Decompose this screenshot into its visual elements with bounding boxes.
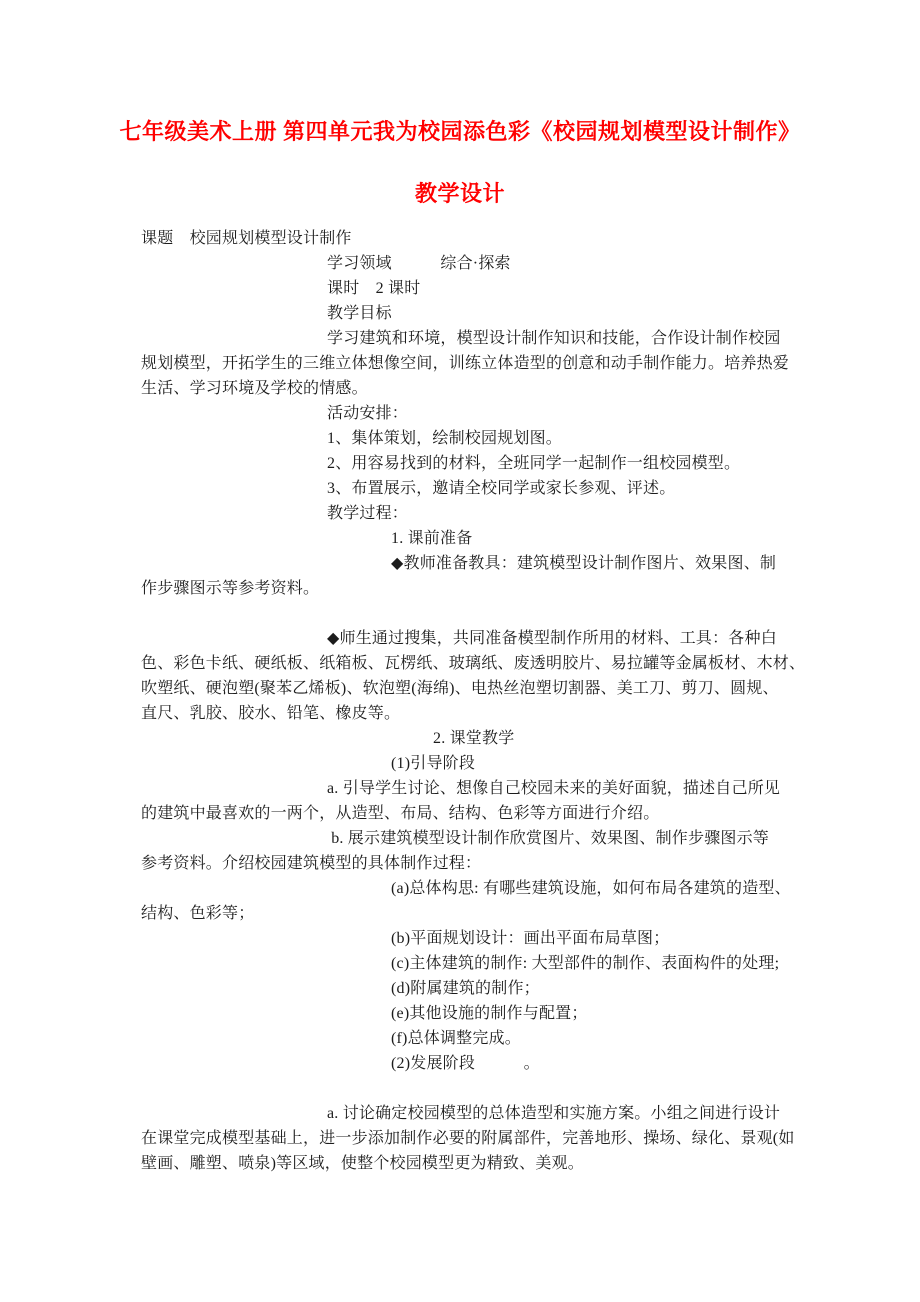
text-line: 生活、学习环境及学校的情感。 bbox=[141, 380, 368, 397]
text-line: 1. 课前准备 bbox=[391, 530, 473, 547]
title-line-2: 教学设计 bbox=[414, 181, 505, 206]
text-line: (1)引导阶段 bbox=[391, 755, 476, 772]
text-line: b. 展示建筑模型设计制作欣赏图片、效果图、制作步骤图示等 bbox=[327, 830, 770, 847]
text-line: 3、布置展示，邀请全校同学或家长参观、评述。 bbox=[327, 480, 676, 497]
text-line: 的建筑中最喜欢的一两个，从造型、布局、结构、色彩等方面进行介绍。 bbox=[141, 805, 660, 822]
text-line: (d)附属建筑的制作； bbox=[391, 980, 540, 997]
text-line: 直尺、乳胶、胶水、铅笔、橡皮等。 bbox=[141, 705, 401, 722]
document-body bbox=[141, 226, 806, 1176]
text-line: ◆教师准备教具：建筑模型设计制作图片、效果图、制 bbox=[391, 555, 777, 572]
document-title bbox=[0, 101, 920, 225]
text-line: 学习领域 综合·探索 bbox=[327, 255, 511, 272]
blank-line bbox=[141, 1076, 806, 1101]
text-line: 在课堂完成模型基础上，进一步添加制作必要的附属部件，完善地形、操场、绿化、景观(如 bbox=[141, 1130, 795, 1147]
text-line: 课时 2 课时 bbox=[327, 280, 421, 297]
text-line: (e)其他设施的制作与配置； bbox=[391, 1005, 588, 1022]
text-line: 教学目标 bbox=[327, 305, 392, 322]
text-line: 结构、色彩等； bbox=[141, 905, 255, 922]
text-line: 参考资料。介绍校园建筑模型的具体制作过程： bbox=[141, 855, 482, 872]
text-line: (f)总体调整完成。 bbox=[391, 1030, 521, 1047]
text-line: a. 讨论确定校园模型的总体造型和实施方案。小组之间进行设计 bbox=[327, 1105, 781, 1122]
text-line: 2、用容易找到的材料，全班同学一起制作一组校园模型。 bbox=[327, 455, 741, 472]
text-line: 学习建筑和环境，模型设计制作知识和技能，合作设计制作校园 bbox=[327, 330, 781, 347]
text-line: (b)平面规划设计：画出平面布局草图； bbox=[391, 930, 670, 947]
text-line: (c)主体建筑的制作: 大型部件的制作、表面构件的处理; bbox=[391, 955, 780, 972]
text-line: 教学过程： bbox=[327, 505, 409, 522]
text-line: 壁画、雕塑、喷泉)等区域，使整个校园模型更为精致、美观。 bbox=[141, 1155, 584, 1172]
text-line: 规划模型，开拓学生的三维立体想像空间，训练立体造型的创意和动手制作能力。培养热爱 bbox=[141, 355, 790, 372]
text-line: a. 引导学生讨论、想像自己校园未来的美好面貌，描述自己所见 bbox=[327, 780, 781, 797]
text-line: 色、彩色卡纸、硬纸板、纸箱板、瓦楞纸、玻璃纸、废透明胶片、易拉罐等金属板材、木材、 bbox=[141, 655, 806, 672]
title-line-1: 七年级美术上册 第四单元我为校园添色彩《校园规划模型设计制作》 bbox=[119, 119, 801, 144]
text-line: 1、集体策划，绘制校园规划图。 bbox=[327, 430, 563, 447]
text-line: (2)发展阶段 。 bbox=[391, 1055, 540, 1072]
text-line: 活动安排： bbox=[327, 405, 409, 422]
blank-line bbox=[141, 601, 806, 626]
text-line: 吹塑纸、硬泡塑(聚苯乙烯板)、软泡塑(海绵)、电热丝泡塑切割器、美工刀、剪刀、圆规、 bbox=[141, 680, 779, 697]
text-line: 课题 校园规划模型设计制作 bbox=[141, 230, 352, 247]
text-line: 2. 课堂教学 bbox=[433, 730, 515, 747]
text-line: 作步骤图示等参考资料。 bbox=[141, 580, 320, 597]
text-line: ◆师生通过搜集，共同准备模型制作所用的材料、工具：各种白 bbox=[327, 630, 777, 647]
text-line: (a)总体构思: 有哪些建筑设施，如何布局各建筑的造型、 bbox=[391, 880, 791, 897]
